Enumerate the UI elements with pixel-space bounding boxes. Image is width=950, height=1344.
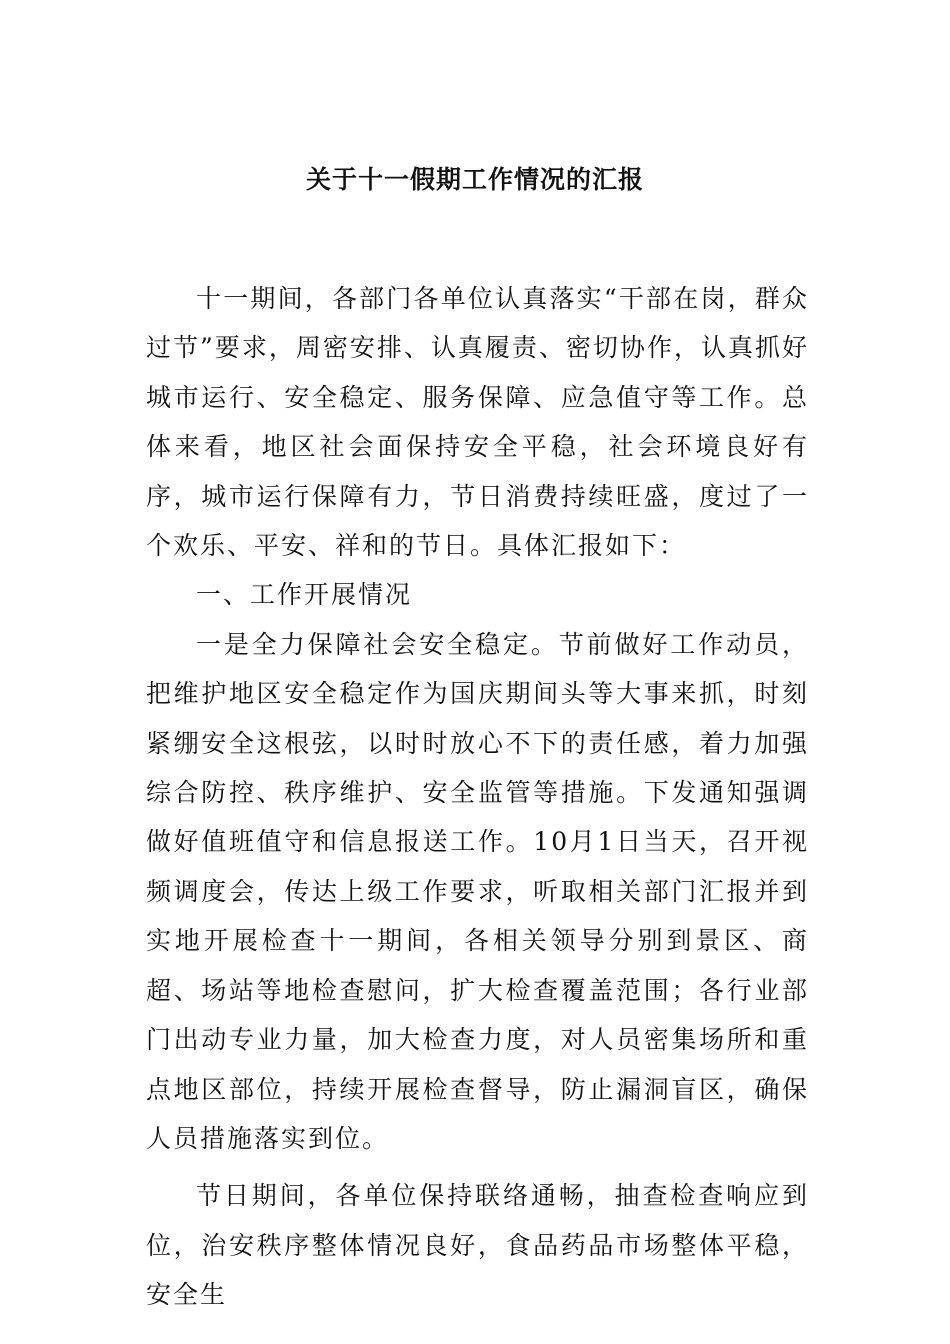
document-body	[146, 274, 809, 1320]
paragraph-holiday: 节日期间，各单位保持联络通畅，抽查检查响应到位，治安秩序整体情况良好，食品药品市场整体平稳，安全生	[146, 1181, 809, 1310]
paragraph-security: 一是全力保障社会安全稳定。节前做好工作动员，把维护地区安全稳定作为国庆期间头等大事来抓，时刻紧绷安全这根弦，以时时放心不下的责任感，着力加强综合防控、秩序维护、安全监管等措施。下发通知强调做好值班值守和信息报送工作。10月1日当天，召开视频调度会，传达上级工作要求，听取相关部门汇报并到实地开展检查十一期间，各相关领导分别到景区、商超、场站等地检查慰问，扩大检查覆盖范围；各行业部门出动专业力量，加大检查力度，对人员密集场所和重点地区部位，持续开展检查督导，防止漏洞盲区，确保人员措施落实到位。	[146, 629, 809, 1153]
paragraph-intro: 十一期间，各部门各单位认真落实“干部在岗，群众过节”要求，周密安排、认真履责、密切协作，认真抓好城市运行、安全稳定、服务保障、应急值守等工作。总体来看，地区社会面保持安全平稳，社会环境良好有序，城市运行保障有力，节日消费持续旺盛，度过了一个欢乐、平安、祥和的节日。具体汇报如下：	[146, 284, 809, 561]
section-heading: 一、工作开展情况	[196, 580, 413, 610]
document-title: 关于十一假期工作情况的汇报	[305, 165, 644, 194]
